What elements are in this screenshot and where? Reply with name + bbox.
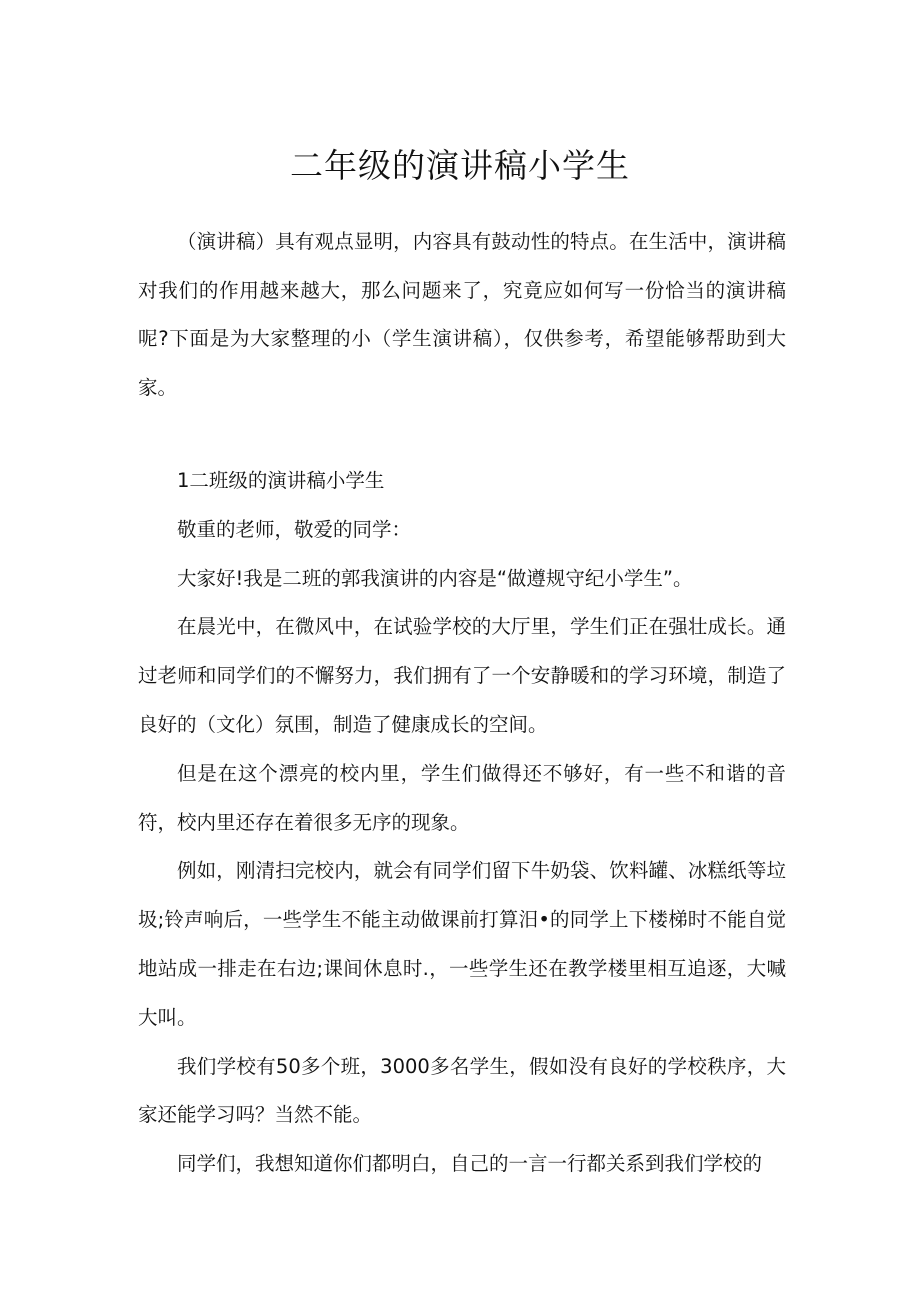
speech-body xyxy=(138,457,786,1189)
body-paragraph: 大家好!我是二班的郭我演讲的内容是“做遵规守纪小学生”。 xyxy=(177,566,693,590)
body-paragraph: 敬重的老师，敬爱的同学： xyxy=(177,517,412,541)
body-paragraph: 我们学校有50多个班，3000多名学生，假如没有良好的学校秩序，大家还能学习吗？当然不能。 xyxy=(138,1054,786,1127)
body-paragraph: 但是在这个漂亮的校内里，学生们做得还不够好，有一些不和谐的音符，校内里还存在着很多无序的现象。 xyxy=(138,761,786,834)
body-paragraph: 例如，刚清扫完校内，就会有同学们留下牛奶袋、饮料罐、冰糕纸等垃圾;铃声响后，一些学生不能主动做课前打算汨•的同学上下楼梯时不能自觉地站成一排走在右边;课间休息时.，一些学生还在教学楼里相互追逐，大喊大叫。 xyxy=(138,859,786,1029)
body-paragraph: 同学们，我想知道你们都明白，自己的一言一行都关系到我们学校的 xyxy=(177,1152,763,1176)
document-title: 二年级的演讲稿小学生 xyxy=(290,146,630,185)
intro-paragraph: （演讲稿）具有观点显明，内容具有鼓动性的特点。在生活中，演讲稿对我们的作用越来越大，那么问题来了，究竟应如何写一份恰当的演讲稿呢?下面是为大家整理的小（学生演讲稿），仅供参考，希望能够帮助到大家。 xyxy=(138,230,786,399)
body-paragraph: 在晨光中，在微风中，在试验学校的大厅里，学生们正在强壮成长。通过老师和同学们的不懈努力，我们拥有了一个安静暖和的学习环境，制造了良好的（文化）氛围，制造了健康成长的空间。 xyxy=(138,615,786,736)
section-heading: 1二班级的演讲稿小学生 xyxy=(177,469,385,492)
